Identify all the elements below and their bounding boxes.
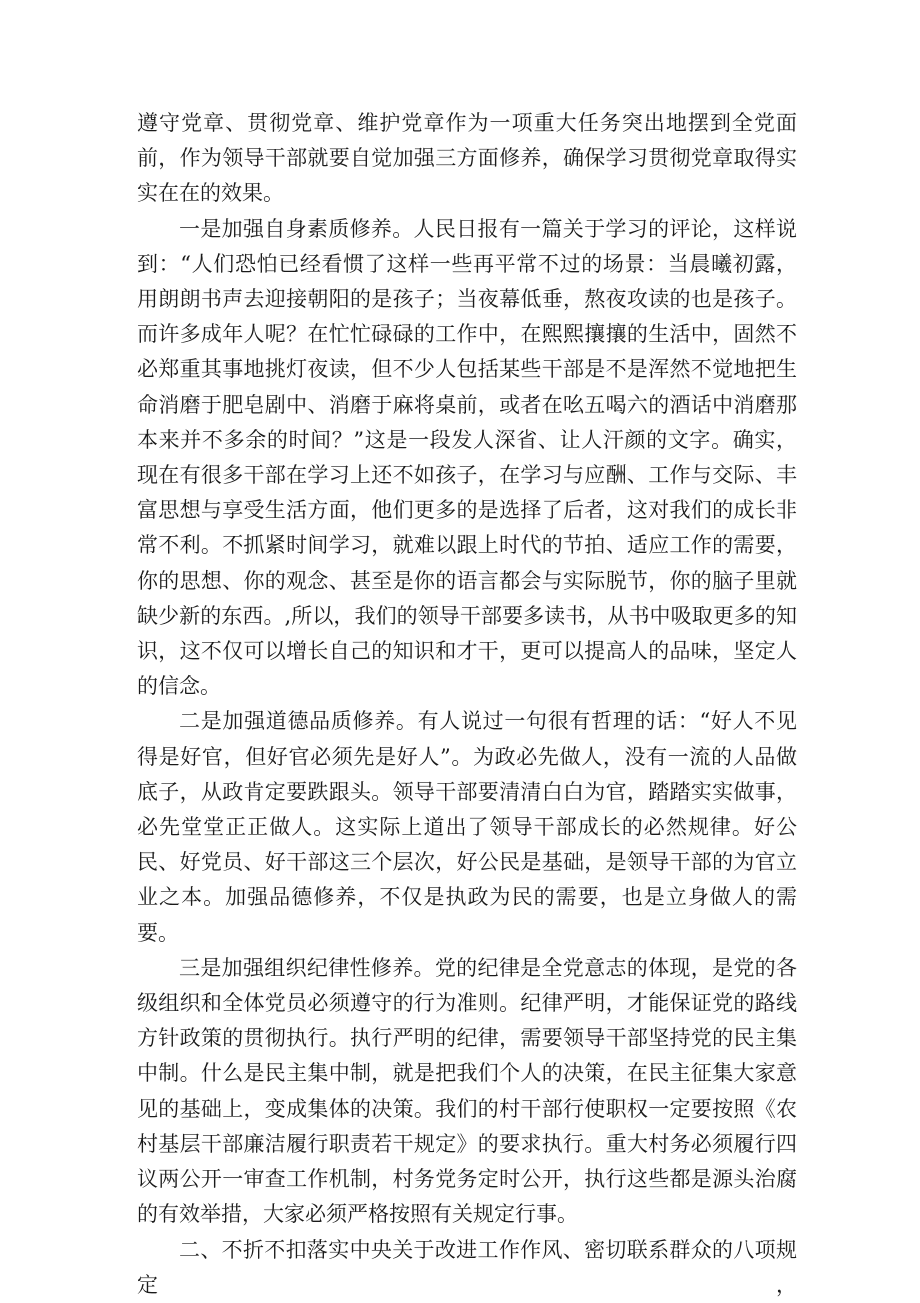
section-heading-eight-rules: 二、不折不扣落实中央关于改进工作作风、密切联系群众的八项规定，: [137, 1237, 797, 1297]
paragraph-continuation: 遵守党章、贯彻党章、维护党章作为一项重大任务突出地摆到全党面前，作为领导干部就要自觉加强三方面修养，确保学习贯彻党章取得实实在在的效果。: [137, 111, 797, 206]
paragraph-organizational-discipline: 三是加强组织纪律性修养。党的纪律是全党意志的体现，是党的各级组织和全体党员必须遵守的行为准则。纪律严明，才能保证党的路线方针政策的贯彻执行。执行严明的纪律，需要领导干部坚持党的民主集中制。什么是民主集中制，就是把我们个人的决策，在民主征集大家意见的基础上，变成集体的决策。我们的村干部行使职权一定要按照《农村基层干部廉洁履行职责若干规定》的要求执行。重大村务必须履行四议两公开一审查工作机制，村务党务定时公开，执行这些都是源头治腐的有效举措，大家必须严格按照有关规定行事。: [137, 955, 797, 1227]
paragraph-moral-quality: 二是加强道德品质修养。有人说过一句很有哲理的话：“好人不见得是好官，但好官必须先是好人”。为政必先做人，没有一流的人品做底子，从政肯定要跌跟头。领导干部要清清白白为官，踏踏实实做事，必先堂堂正正做人。这实际上道出了领导干部成长的必然规律。好公民、好党员、好干部这三个层次，好公民是基础，是领导干部的为官立业之本。加强品德修养，不仅是执政为民的需要，也是立身做人的需要。: [137, 709, 797, 945]
document-body: [137, 106, 797, 1303]
paragraph-self-quality: 一是加强自身素质修养。人民日报有一篇关于学习的评论，这样说到：“人们恐怕已经看惯了这样一些再平常不过的场景：当晨曦初露，用朗朗书声去迎接朝阳的是孩子；当夜幕低垂，熬夜攻读的也是孩子。而许多成年人呢？在忙忙碌碌的工作中，在熙熙攘攘的生活中，固然不必郑重其事地挑灯夜读，但不少人包括某些干部是不是浑然不觉地把生命消磨于肥皂剧中、消磨于麻将桌前，或者在吆五喝六的酒话中消磨那本来并不多余的时间？”这是一段发人深省、让人汗颜的文字。确实，现在有很多干部在学习上还不如孩子，在学习与应酬、工作与交际、丰富思想与享受生活方面，他们更多的是选择了后者，这对我们的成长非常不利。不抓紧时间学习，就难以跟上时代的节拍、适应工作的需要，你的思想、你的观念、甚至是你的语言都会与实际脱节，你的脑子里就缺少新的东西。,所以，我们的领导干部要多读书，从书中吸取更多的知识，这不仅可以增长自己的知识和才干，更可以提高人的品味，坚定人的信念。: [137, 216, 797, 699]
